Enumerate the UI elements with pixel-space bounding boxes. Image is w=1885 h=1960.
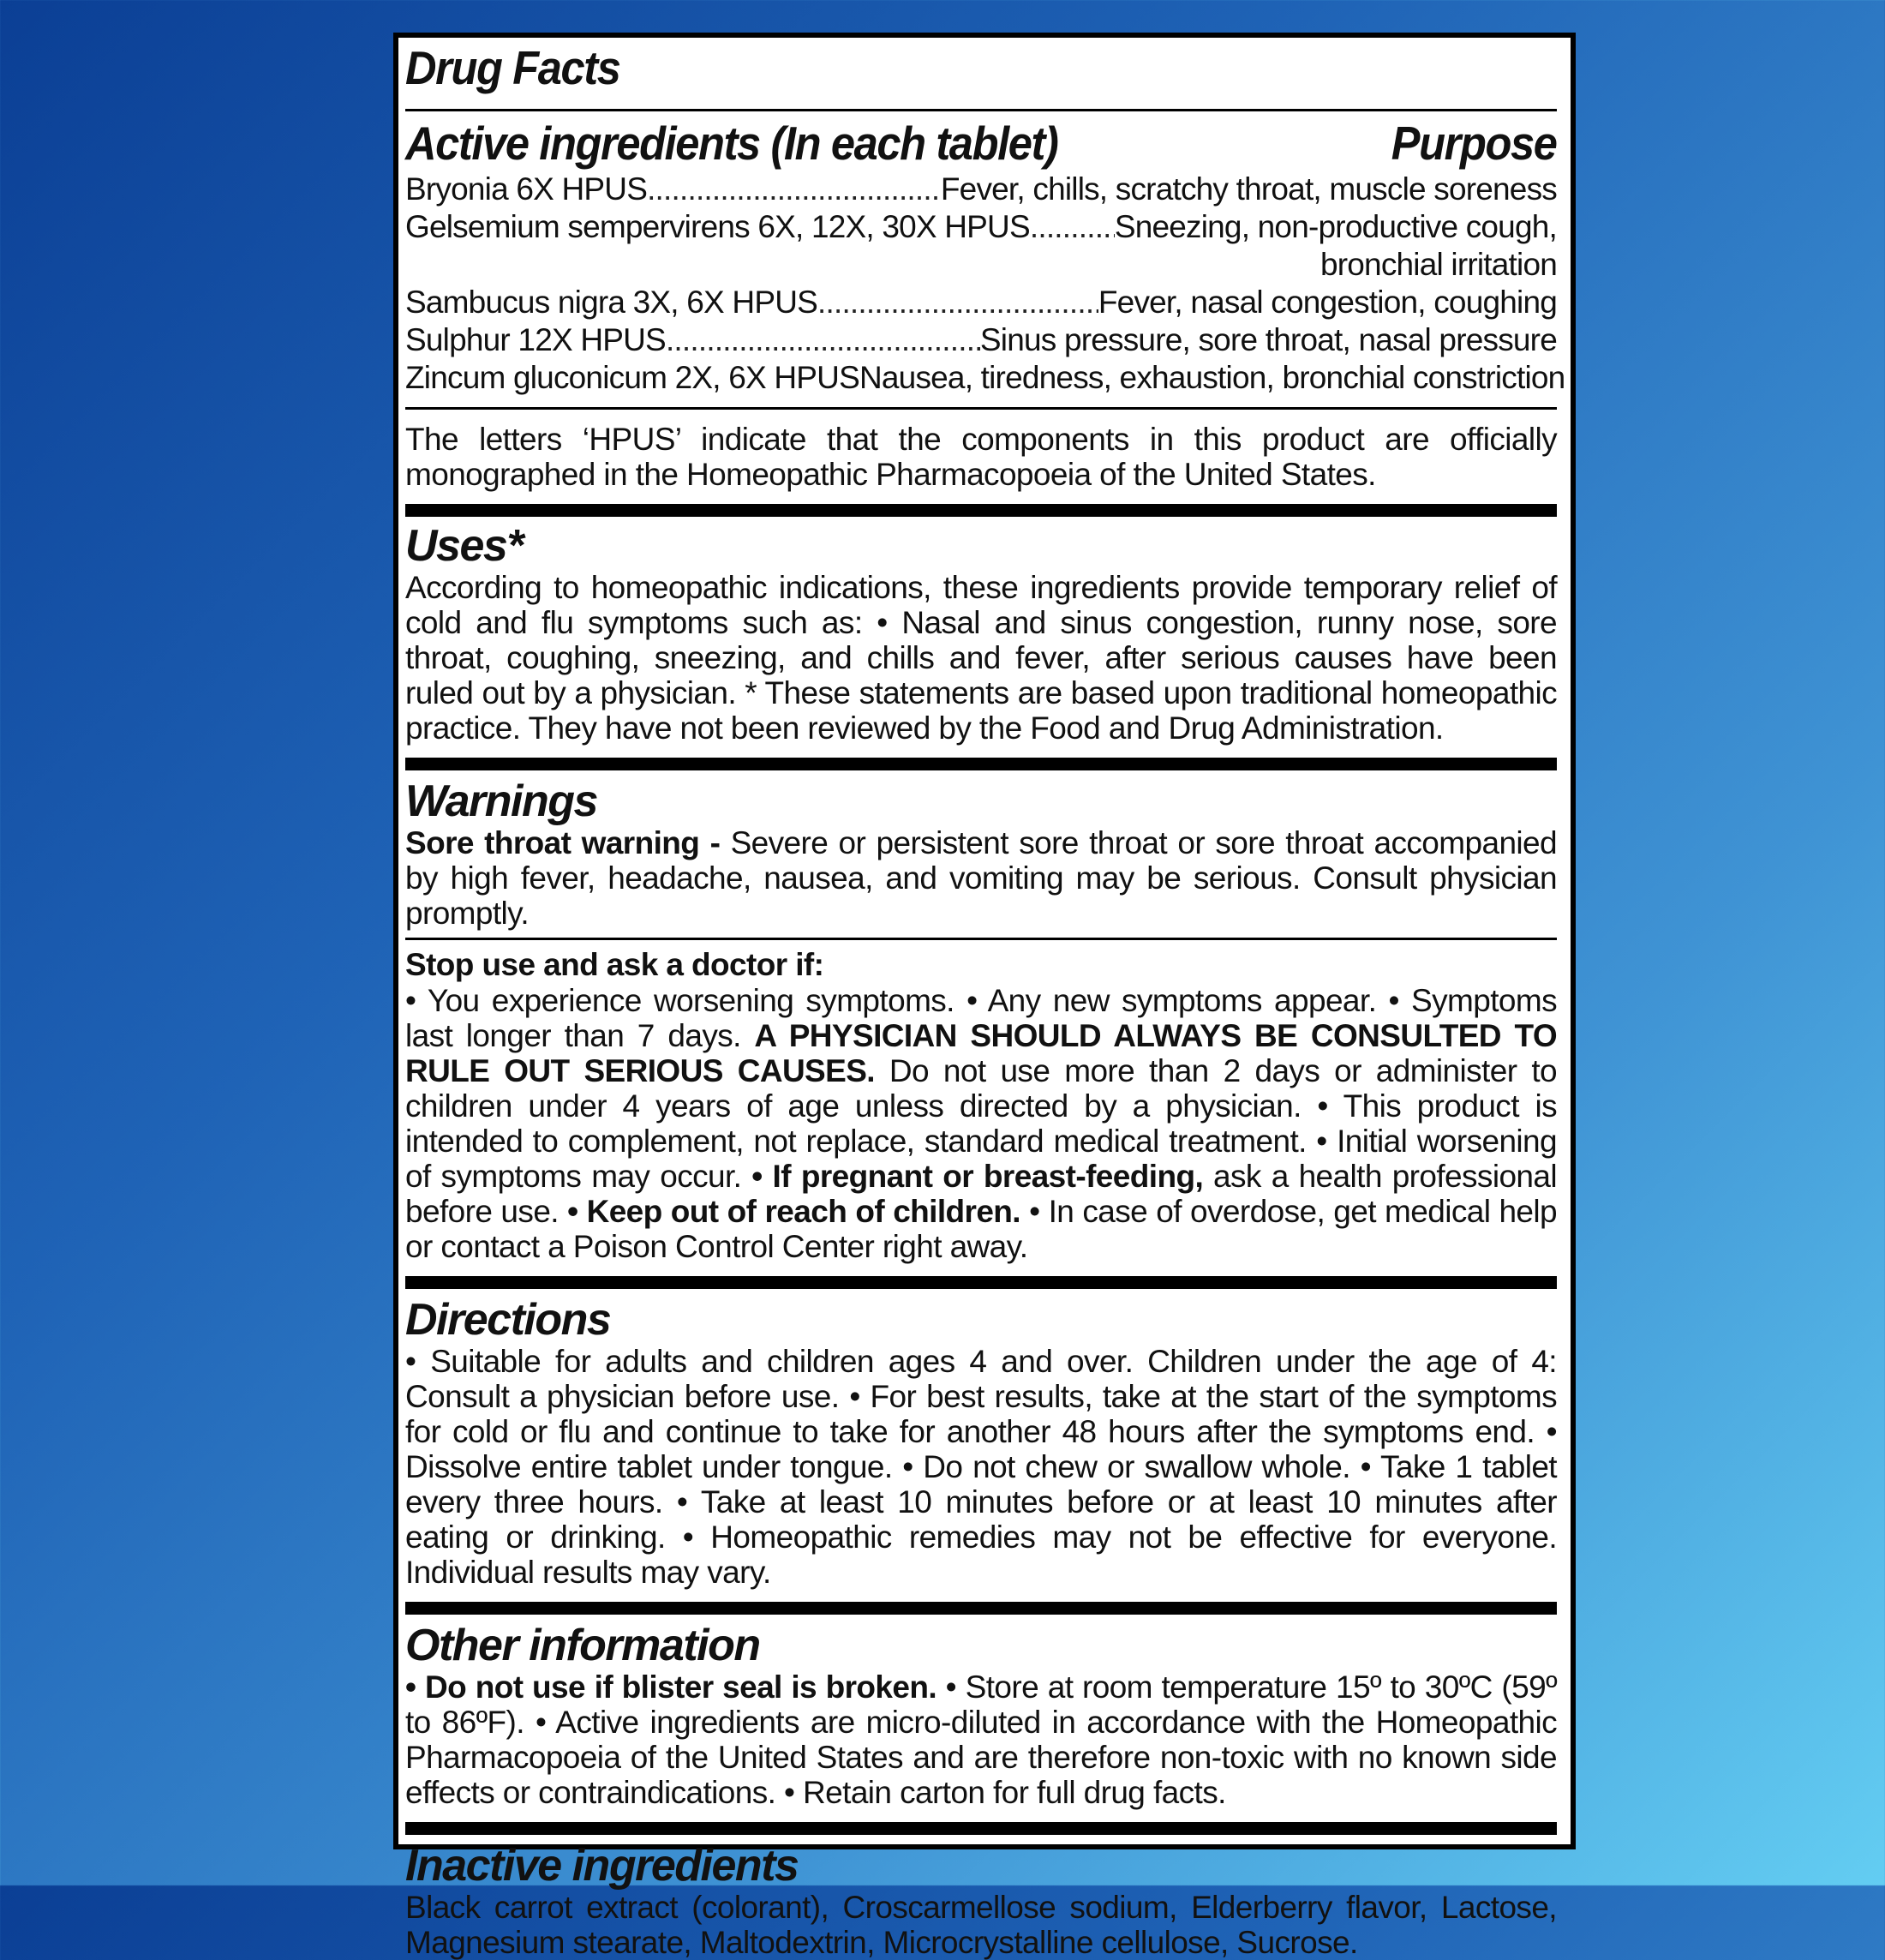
ingredient-purpose: Sneezing, non-productive cough, <box>1114 209 1557 244</box>
other-information-text <box>405 1669 1557 1810</box>
ingredient-row <box>405 321 1557 359</box>
uses-title: Uses* <box>405 521 524 571</box>
directions-title: Directions <box>405 1295 611 1345</box>
ingredient-name: Sambucus nigra 3X, 6X HPUS <box>405 285 817 320</box>
section-divider <box>405 1602 1557 1615</box>
section-divider <box>405 1276 1557 1289</box>
other-information-body: • Store at room temperature 15º to 30ºC (59º to 86ºF). • Active ingredients are micro-diluted in accordance with the Homeopathic Pharmacopoeia of the United States and are therefore non-toxic with no known side effects or contraindications. • Retain carton for full drug facts. <box>405 1669 1557 1810</box>
stop-use-title: Stop use and ask a doctor if: <box>405 947 824 982</box>
leader-dots <box>817 284 1098 321</box>
divider <box>405 407 1557 410</box>
hpus-note: The letters ‘HPUS’ indicate that the components in this product are officially monographed in the Homeopathic Pharmacopoeia of the United States. <box>405 422 1557 492</box>
divider <box>405 938 1557 940</box>
ingredient-row <box>405 208 1557 246</box>
ingredient-name: Gelsemium sempervirens 6X, 12X, 30X HPUS <box>405 209 1030 244</box>
children-notice: • Keep out of reach of children. <box>567 1194 1020 1229</box>
inactive-ingredients-title: Inactive ingredients <box>405 1841 799 1891</box>
divider <box>405 109 1557 111</box>
uses-text: According to homeopathic indications, these ingredients provide temporary relief of cold and flu symptoms such as: • Nasal and sinus congestion, runny nose, sore throat, coughing, sneezing, and chills and fever, after serious causes have been ruled out by a physician. * These statements are based upon traditional homeopathic practice. They have not been reviewed by the Food and Drug Administration. <box>405 570 1557 746</box>
active-ingredients-heading: Active ingredients (In each tablet) <box>405 117 1058 170</box>
blister-seal-notice: • Do not use if blister seal is broken. <box>405 1669 937 1705</box>
sore-throat-label: Sore throat warning - <box>405 825 721 860</box>
section-divider <box>405 1822 1557 1835</box>
ingredient-row <box>405 284 1557 321</box>
ingredient-purpose: Nausea, tiredness, exhaustion, bronchial constriction <box>859 360 1565 395</box>
inactive-ingredients-text: Black carrot extract (colorant), Croscarmellose sodium, Elderberry flavor, Lactose, Magnesium stearate, Maltodextrin, Microcrystalline cellulose, Sucrose. <box>405 1890 1557 1960</box>
sore-throat-warning <box>405 825 1557 931</box>
ingredient-purpose: Fever, nasal congestion, coughing <box>1098 285 1557 320</box>
pregnancy-notice: • If pregnant or breast-feeding, <box>751 1159 1204 1194</box>
stop-use-text <box>405 983 1557 1264</box>
other-information-title: Other information <box>405 1621 760 1670</box>
ingredient-name: Sulphur 12X HPUS <box>405 322 666 357</box>
ingredient-purpose: Fever, chills, scratchy throat, muscle soreness <box>940 171 1557 207</box>
drug-facts-title: Drug Facts <box>405 41 620 94</box>
ingredient-row <box>405 359 1565 397</box>
stop-use-part: ask a health professional before use. <box>405 1159 1558 1229</box>
ingredient-purpose-continued: bronchial irritation <box>1320 247 1557 282</box>
ingredient-name: Bryonia 6X HPUS <box>405 171 648 207</box>
ingredient-list <box>405 171 1565 397</box>
sore-throat-text: Severe or persistent sore throat or sore throat accompanied by high fever, headache, nausea, and vomiting may be serious. Consult physician promptly. <box>405 825 1558 931</box>
leader-dots <box>666 321 980 359</box>
stop-use-part: • You experience worsening symptoms. • Any new symptoms appear. • Symptoms last longer than 7 days. <box>405 983 1557 1053</box>
ingredient-name: Zincum gluconicum 2X, 6X HPUS <box>405 360 859 395</box>
physician-notice: A PHYSICIAN SHOULD ALWAYS BE CONSULTED TO RULE OUT SERIOUS CAUSES. <box>405 1018 1557 1088</box>
drug-facts-panel <box>393 33 1576 1960</box>
stop-use-part: Do not use more than 2 days or administer to children under 4 years of age unless directed by a physician. • This product is intended to complement, not replace, standard medical treatment. • Initial worsening of symptoms may occur. <box>405 1053 1557 1194</box>
stop-use-part: • In case of overdose, get medical help or contact a Poison Control Center right away. <box>405 1194 1557 1264</box>
section-divider <box>405 504 1557 517</box>
ingredient-row <box>405 171 1557 208</box>
warnings-title: Warnings <box>405 776 597 826</box>
leader-dots <box>1030 208 1115 246</box>
section-divider <box>405 758 1557 770</box>
leader-dots <box>647 171 941 208</box>
active-ingredients-header <box>405 117 1557 170</box>
purpose-heading: Purpose <box>1391 117 1557 170</box>
directions-text: • Suitable for adults and children ages 4 and over. Children under the age of 4: Consult a physician before use. • For best results, take at the start of the symptoms for cold or flu and continue to take for another 48 hours after the symptoms end. • Dissolve entire tablet under tongue. • Do not chew or swallow whole. • Take 1 tablet every three hours. • Take at least 10 minutes before or at least 10 minutes after eating or drinking. • Homeopathic remedies may not be effective for everyone. Individual results may vary. <box>405 1344 1557 1590</box>
ingredient-purpose: Sinus pressure, sore throat, nasal pressure <box>979 322 1557 357</box>
